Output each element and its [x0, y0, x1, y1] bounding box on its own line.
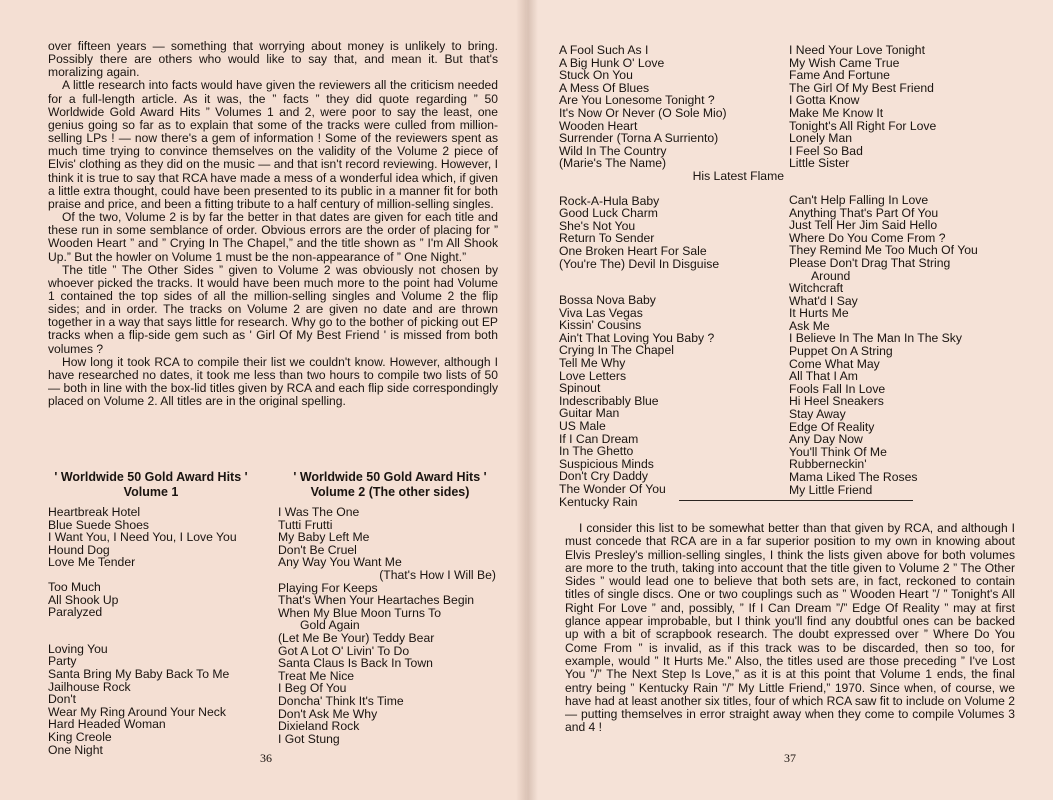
right-title-list-col1 — [559, 44, 784, 508]
list-item: Kissin' Cousins — [559, 318, 642, 333]
paragraph-3: Of the two, Volume 2 is by far the better in that dates are given for each title and these run in some semblance of order. Obvious errors are the order of placing for ” Wooden Heart ” and ” Crying In The Chapel,” and the title shown as ” I'm All Shook Up.” But the howler on Volume 1 must be the non-appearance of ” One Night.” — [48, 210, 498, 264]
right-essay-text: I consider this list to be somewhat better than that given by RCA, and although I must concede that RCA are in a far superior position to my own in knowing about Elvis Presley's million-selling singles, I think the lists given above for both volumes are more to the truth, taking into account that the title given to Volume 2 ” The Other Sides ” would lead one to believe that both sets are, in fact, reckoned to contain titles of single discs. One or two couplings such as ” Wooden Heart ”/ ” Tonight's All Right For Love ” and, possibly, ” If I Can Dream ”/” Edge Of Reality ” may at first glance appear improbable, but I think you'll find any doubtful ones can be backed up with a bit of scrapbook research. The doubt expressed over ” Where Do You Come From ” is invalid, as if this track was to be discarded, then so too, for example, would ” It Hurts Me.” Also, the titles used are those preceding ” I've Lost You ”/” The Next Step Is Love,” as it is at this point that Volume 1 ends, the final entry being ” Kentucky Rain ”/” My Little Friend,” 1970. Since when, of course, we have had at least another six titles, four of which RCA saw fit to include on Volume 2 — putting themselves in error straight away when they come to compile Volumes 3 and 4 ! — [565, 521, 1015, 735]
right-title-list-col2 — [789, 44, 1019, 496]
list-item: My Little Friend — [789, 482, 873, 497]
list-item: Lonely Man — [789, 131, 853, 146]
list-item: Kentucky Rain — [559, 494, 638, 509]
list-item: Love Letters — [559, 368, 627, 383]
list-item: I Want You, I Need You, I Love You — [48, 530, 237, 545]
list-item: Rubberneckin' — [789, 457, 867, 472]
list-item: Just Tell Her Jim Said Hello — [789, 218, 938, 233]
list-item: I Gotta Know — [789, 93, 860, 108]
list-item: (That's How I Will Be) — [379, 567, 496, 582]
left-page — [0, 0, 526, 800]
list-item: I Feel So Bad — [789, 143, 863, 158]
paragraph-4: The title ” The Other Sides ” given to Volume 2 was obviously not chosen by whoever picked the tracks. It would have been much more to the point had Volume 1 contained the top sides of all the million-selling singles and Volume 2 the flip sides; and in order. The tracks on Volume 2 are given no date and are thrown together in a way that says little for research. Why go to the bother of picking out EP tracks when a flip-side gem such as ' Girl Of My Best Friend ' is missed from both volumes ? — [48, 262, 498, 356]
list-item: My Wish Came True — [789, 55, 900, 70]
list-item: Don't Cry Daddy — [559, 469, 649, 484]
list-item: Wear My Ring Around Your Neck — [48, 704, 226, 719]
list-item: (Marie's The Name) — [559, 156, 667, 171]
list-item: Any Way You Want Me — [278, 555, 402, 570]
vol1-heading: ' Worldwide 50 Gold Award Hits ' Volume 1 — [54, 470, 248, 499]
list-item: Stay Away — [789, 407, 846, 422]
list-item: Ain't That Loving You Baby ? — [559, 330, 715, 345]
list-item: Jailhouse Rock — [48, 679, 131, 694]
list-item: Don't — [48, 692, 77, 707]
list-item: Paralyzed — [48, 605, 103, 620]
list-item: Mama Liked The Roses — [789, 470, 918, 484]
list-item: Don't Be Cruel — [278, 542, 357, 557]
vol2-title-list — [278, 506, 496, 745]
list-item: Fools Fall In Love — [789, 381, 886, 396]
list-item: Puppet On A String — [789, 344, 893, 359]
paragraph-5: How long it took RCA to compile their list we couldn't know. However, although I have researched no dates, it took me less than two hours to compile two lists of 50 — both in line with the box-lid titles given by RCA and each flip side correspondingly placed on Volume 2. All titles are in the original spelling. — [48, 354, 498, 409]
list-item: Good Luck Charm — [559, 206, 658, 221]
list-item: Bossa Nova Baby — [559, 293, 656, 308]
list-item: Wild In The Country — [559, 143, 667, 158]
list-item: US Male — [559, 419, 606, 434]
page-number-right: 37 — [784, 751, 796, 765]
list-item: Stuck On You — [559, 68, 633, 83]
list-item: She's Not You — [559, 218, 636, 233]
list-item: Hound Dog — [48, 542, 110, 557]
list-item: If I Can Dream — [559, 431, 639, 446]
list-item: Return To Sender — [559, 231, 655, 246]
list-item: Wooden Heart — [559, 118, 638, 133]
list-item: I Need Your Love Tonight — [789, 43, 925, 57]
vol2-heading: ' Worldwide 50 Gold Award Hits ' Volume 2 (The other sides) — [293, 470, 487, 499]
list-item: Are You Lonesome Tonight ? — [559, 93, 715, 108]
page-number-left: 36 — [260, 751, 272, 765]
list-item: That's When Your Heartaches Begin — [278, 593, 475, 608]
list-item: They Remind Me Too Much Of You — [789, 243, 978, 258]
list-item: Please Don't Drag That String — [789, 255, 951, 270]
list-item: Blue Suede Shoes — [48, 517, 149, 532]
list-item: Doncha' Think It's Time — [278, 693, 404, 708]
list-item: You'll Think Of Me — [789, 444, 887, 459]
list-item: Tell Me Why — [559, 356, 626, 371]
list-item: The Girl Of My Best Friend — [789, 80, 934, 95]
list-item: Too Much — [48, 579, 101, 594]
list-item: A Mess Of Blues — [559, 80, 650, 95]
list-item: Little Sister — [789, 156, 850, 171]
paragraph-1: over fifteen years — something that worrying about money is unlikely to bring. Possibly there are others who would like to say that, and mean it. But that's moralizing again. — [48, 39, 498, 80]
list-item: King Creole — [48, 729, 112, 744]
list-item: (You're The) Devil In Disguise — [559, 256, 720, 271]
list-item: All That I Am — [789, 369, 858, 384]
list-item: It Hurts Me — [789, 306, 849, 321]
list-item: Rock-A-Hula Baby — [559, 193, 660, 208]
section-divider — [679, 500, 913, 501]
list-item: Tonight's All Right For Love — [789, 118, 937, 133]
list-item: Where Do You Come From ? — [789, 230, 946, 245]
list-item: Don't Ask Me Why — [278, 706, 378, 721]
list-item: Dixieland Rock — [278, 719, 360, 734]
list-item: All Shook Up — [48, 592, 119, 607]
list-item: Any Day Now — [789, 432, 863, 447]
vol1-title-list — [48, 506, 268, 756]
list-item: Party — [48, 654, 77, 669]
list-item: A Fool Such As I — [559, 43, 649, 57]
list-item: I Got Stung — [278, 731, 340, 746]
list-item: Santa Bring My Baby Back To Me — [48, 666, 230, 681]
list-item: Hi Heel Sneakers — [789, 394, 884, 409]
list-item: Suspicious Minds — [559, 456, 654, 471]
list-item: In The Ghetto — [559, 444, 634, 459]
list-item: His Latest Flame — [692, 168, 784, 183]
list-item: Make Me Know It — [789, 105, 884, 120]
list-item: Loving You — [48, 641, 108, 656]
list-item: Viva Las Vegas — [559, 305, 643, 320]
list-item: Indescribably Blue — [559, 393, 659, 408]
list-item: Come What May — [789, 356, 880, 371]
paragraph-2: A little research into facts would have given the reviewers all the criticism needed for a full-length article. As it was, the ” facts ” they did quote regarding ” 50 Worldwide Gold Award Hits ” Volumes 1 and 2, were poor to say the least, one genius going so far as to explain that some of the tracks were culled from million-selling LPs ! — now there's a gem of information ! Some of the reviewers spent as much time trying to convince themselves on the validity of the Volume 2 piece of Elvis' clothing as they did on the music — and that isn't record reviewing. However, I think it is true to say that RCA have made a mess of a wonderful idea which, if given a little extra thought, could have been presented to its public in a manner fit for both praise and price, and been a fitting tribute to a half century of million-selling singles. — [48, 78, 498, 211]
list-item: A Big Hunk O' Love — [559, 55, 665, 70]
list-item: I Believe In The Man In The Sky — [789, 331, 962, 346]
list-item: Love Me Tender — [48, 555, 136, 570]
list-item: My Baby Left Me — [278, 530, 370, 545]
list-item: Ask Me — [789, 318, 830, 333]
list-item: Edge Of Reality — [789, 419, 875, 434]
list-item: I Beg Of You — [278, 681, 347, 696]
left-article-text — [48, 40, 498, 408]
list-item: I Was The One — [278, 505, 360, 519]
list-item: Guitar Man — [559, 406, 620, 421]
list-item: What'd I Say — [789, 293, 858, 308]
list-item: Santa Claus Is Back In Town — [278, 656, 433, 671]
book-gutter — [516, 0, 538, 800]
list-item: Fame And Fortune — [789, 68, 890, 83]
list-item: Hard Headed Woman — [48, 717, 166, 732]
list-item: When My Blue Moon Turns To — [278, 605, 442, 620]
list-item: Spinout — [559, 381, 601, 396]
list-item: The Wonder Of You — [559, 482, 666, 496]
list-item: Crying In The Chapel — [559, 343, 674, 358]
list-item: (Let Me Be Your) Teddy Bear — [278, 630, 435, 645]
list-item: Gold Again — [300, 618, 360, 633]
list-item: Heartbreak Hotel — [48, 505, 141, 519]
list-item: Treat Me Nice — [278, 668, 355, 683]
list-item: Can't Help Falling In Love — [789, 192, 929, 207]
list-item: Anything That's Part Of You — [789, 205, 939, 220]
list-item: Got A Lot O' Livin' To Do — [278, 643, 410, 658]
list-item: Around — [811, 268, 851, 283]
list-item: Surrender (Torna A Surriento) — [559, 131, 719, 146]
list-item: One Night — [48, 742, 103, 757]
list-item: Witchcraft — [789, 281, 844, 296]
list-item: It's Now Or Never (O Sole Mio) — [559, 105, 727, 120]
list-item: Playing For Keeps — [278, 580, 378, 595]
list-item: Tutti Frutti — [278, 517, 333, 532]
list-item: One Broken Heart For Sale — [559, 243, 707, 258]
